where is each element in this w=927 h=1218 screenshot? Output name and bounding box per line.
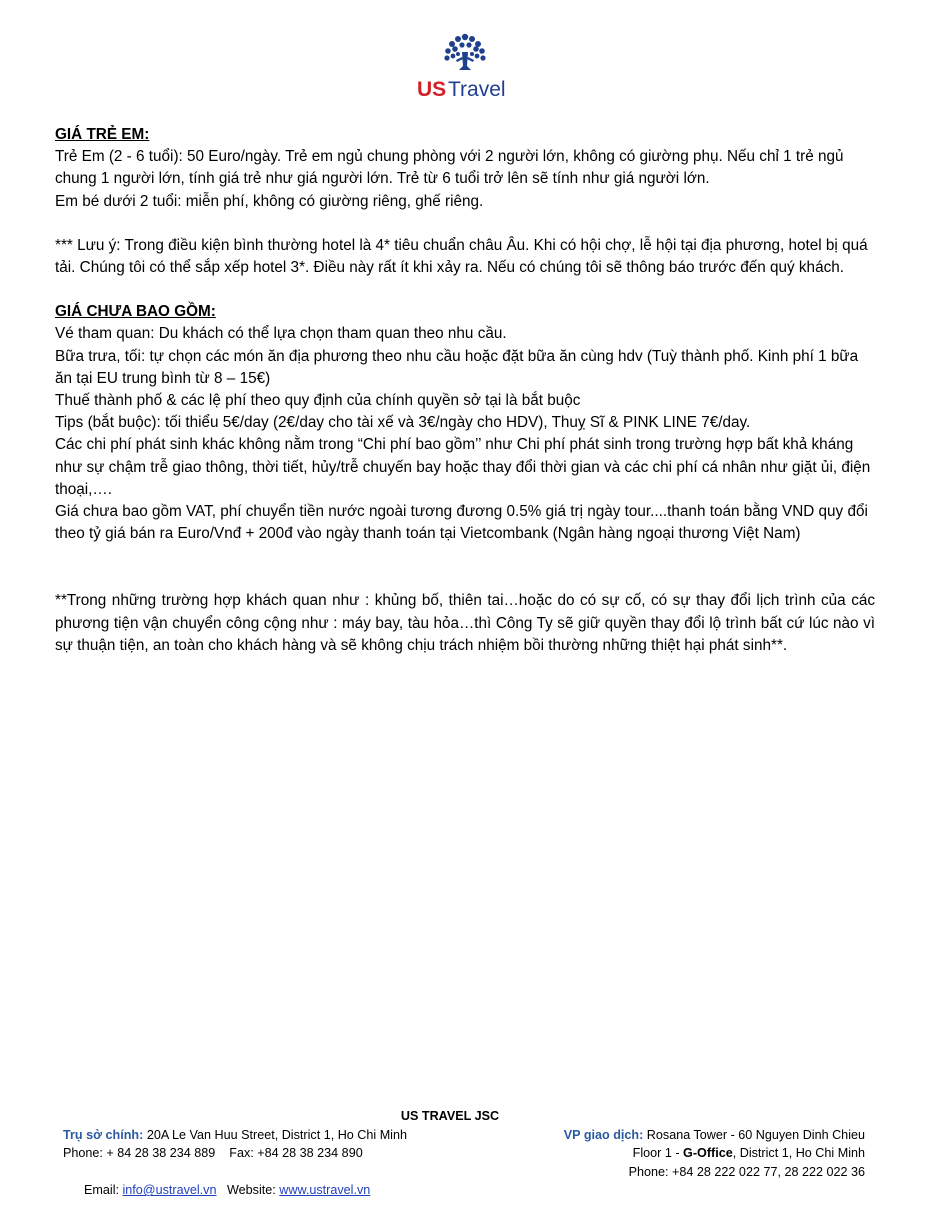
- floor-office-name: G-Office: [683, 1146, 733, 1161]
- children-price-line: Trẻ Em (2 - 6 tuổi): 50 Euro/ngày. Trẻ em ngủ chung phòng với 2 người lớn, không có giường phụ. Nếu chỉ 1 trẻ ngủ chung 1 người lớn, tính giá trẻ như giá người lớn. Trẻ từ 6 tuổi trở lên sẽ tính như giá người lớn.: [55, 148, 844, 188]
- transaction-office-block: [480, 1126, 865, 1181]
- not-included-line: Bữa trưa, tối: tự chọn các món ăn địa phương theo nhu cầu hoặc đặt bữa ăn cùng hdv (Tuỳ thành phố. Kinh phí 1 bữa ăn tại EU trung bình từ 8 – 15€): [55, 347, 859, 387]
- not-included-line: Thuế thành phố & các lệ phí theo quy định của chính quyền sở tại là bắt buộc: [55, 392, 581, 410]
- document-body: [55, 124, 875, 657]
- logo-us-text: US: [417, 78, 447, 101]
- logo-travel-text: Travel: [448, 78, 506, 101]
- head-office-label: Trụ sở chính:: [63, 1128, 144, 1142]
- email-link[interactable]: info@ustravel.vn: [122, 1183, 217, 1198]
- not-included-line: Tips (bắt buộc): tối thiểu 5€/day (2€/day cho tài xế và 3€/ngày cho HDV), Thuỵ Sĩ & PINK LINE 7€/day.: [55, 414, 751, 432]
- floor-prefix: Floor 1 -: [632, 1146, 684, 1161]
- not-included-line: Các chi phí phát sinh khác không nằm trong “Chi phí bao gồm’’ như Chi phí phát sinh trong trường hợp bất khả kháng như sự chậm trễ giao thông, thời tiết, hủy/trễ chuyến bay hoặc thay đổi thời gian và các chi phí cá nhân như giặt ủi, điện thoại,….: [55, 436, 871, 498]
- footer-company-name: US TRAVEL JSC: [400, 1109, 500, 1123]
- transaction-office-label: VP giao dịch:: [563, 1128, 644, 1142]
- head-office-address: 20A Le Van Huu Street, District 1, Ho Chi Minh: [143, 1128, 407, 1142]
- email-label: Email:: [84, 1183, 123, 1198]
- children-price-heading: GIÁ TRẺ EM:: [55, 126, 150, 143]
- head-office-block: [63, 1126, 483, 1218]
- children-price-line: Em bé dưới 2 tuổi: miễn phí, không có giường riêng, ghế riêng.: [55, 192, 484, 210]
- transaction-phone: Phone: +84 28 222 022 77, 28 222 022 36: [628, 1164, 865, 1179]
- not-included-line: Giá chưa bao gồm VAT, phí chuyển tiền nước ngoài tương đương 0.5% giá trị ngày tour....thanh toán bằng VND quy đổi theo tỷ giá bán ra Euro/Vnđ + 200đ vào ngày thanh toán tại Vietcombank (Ngân hàng ngoại thương Việt Nam): [55, 503, 868, 543]
- us-travel-logo: [400, 30, 530, 102]
- tree-logo-icon: [400, 30, 530, 102]
- website-label: Website:: [216, 1183, 280, 1198]
- phone-fax: Phone: + 84 28 38 234 889 Fax: +84 28 38 234 890: [63, 1146, 363, 1161]
- transaction-office-address: Rosana Tower - 60 Nguyen Dinh Chieu: [643, 1128, 865, 1142]
- floor-suffix: , District 1, Ho Chi Minh: [732, 1146, 865, 1161]
- not-included-heading: GIÁ CHƯA BAO GỒM:: [55, 303, 216, 321]
- website-link[interactable]: www.ustravel.vn: [279, 1183, 371, 1198]
- disclaimer: **Trong những trường hợp khách quan như : khủng bố, thiên tai…hoặc do có sự cố, có sự thay đổi lịch trình của các phương tiện vận chuyển công cộng như : máy bay, tàu hỏa…thì Công Ty sẽ giữ quyền thay đổi lộ trình bất cứ lúc nào vì sự thuận tiện, an toàn cho khách hàng và sẽ không chịu trách nhiệm bồi thường những thiệt hại phát sinh**.: [55, 592, 875, 654]
- hotel-note: *** Lưu ý: Trong điều kiện bình thường hotel là 4* tiêu chuẩn châu Âu. Khi có hội chợ, lễ hội tại địa phương, hotel bị quá tải. Chúng tôi có thể sắp xếp hotel 3*. Điều này rất ít khi xảy ra. Nếu có chúng tôi sẽ thông báo trước đến quý khách.: [55, 236, 868, 277]
- not-included-line: Vé tham quan: Du khách có thể lựa chọn tham quan theo nhu cầu.: [55, 325, 507, 343]
